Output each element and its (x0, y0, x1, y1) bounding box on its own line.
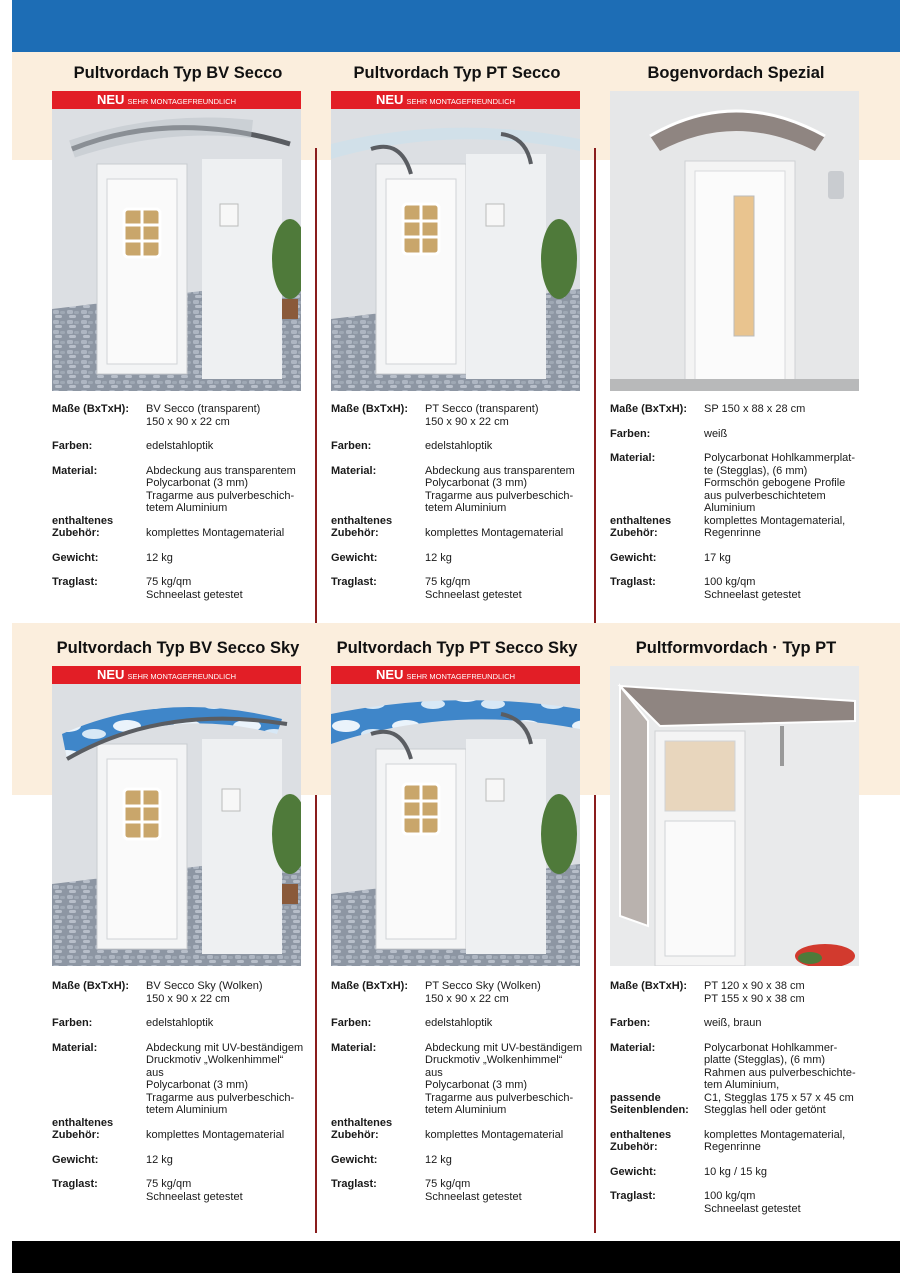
spec-list (52, 403, 304, 613)
new-label: NEU (97, 92, 125, 107)
spec-label: Gewicht: (331, 1153, 378, 1166)
spec-value: Abdeckung aus transparentem Polycarbonat (3 mm) Tragarme aus pulverbeschich- tetem Aluminium (146, 464, 296, 514)
product-title: Pultformvordach · Typ PT (635, 639, 837, 657)
spec-label: Traglast: (610, 576, 656, 588)
spec-label: enthaltenes Zubehör: (610, 1128, 672, 1153)
spec-value: Abdeckung mit UV-beständigem Druckmotiv „Wolkenhimmel“ aus Polycarbonat (3 mm) Tragarme aus pulverbeschich- tetem Aluminium (146, 1041, 304, 1116)
spec-label: Gewicht: (52, 551, 99, 564)
spec-label: Farben: (610, 1017, 651, 1029)
new-label: NEU (376, 92, 404, 107)
spec-label: Maße (BxTxH): (52, 403, 130, 415)
spec-row (610, 1017, 862, 1030)
spec-label: enthaltenes Zubehör: (52, 1116, 114, 1141)
spec-row (52, 1042, 304, 1117)
spec-row (52, 1017, 304, 1030)
spec-value: 75 kg/qm Schneelast getestet (425, 576, 522, 601)
spec-value: komplettes Montagematerial (425, 1129, 564, 1141)
spec-value: PT Secco (transparent) 150 x 90 x 22 cm (425, 403, 539, 428)
spec-label: Traglast: (331, 576, 377, 588)
new-banner (331, 91, 580, 109)
footer-bar (12, 1241, 900, 1273)
spec-list (52, 980, 304, 1215)
product-title: Pultvordach Typ PT Secco (353, 64, 561, 82)
spec-row (610, 452, 862, 515)
spec-value: 75 kg/qm Schneelast getestet (425, 1178, 522, 1203)
spec-value: 75 kg/qm Schneelast getestet (146, 576, 243, 601)
spec-value: komplettes Montagematerial, Regenrinne (704, 514, 846, 539)
spec-label: Farben: (52, 440, 93, 452)
spec-value: Abdeckung mit UV-beständigem Druckmotiv „Wolkenhimmel“ aus Polycarbonat (3 mm) Tragarme aus pulverbeschich- tetem Aluminium (425, 1041, 583, 1116)
spec-label: passende Seitenblenden: (610, 1091, 689, 1116)
new-banner (52, 666, 301, 684)
spec-row (52, 1178, 304, 1203)
spec-value: Polycarbonat Hohlkammer- platte (Stegglas), (6 mm) Rahmen aus pulverbeschichte- tem Aluminium, (704, 1041, 856, 1091)
spec-row (610, 1092, 862, 1117)
spec-value: Abdeckung aus transparentem Polycarbonat (3 mm) Tragarme aus pulverbeschich- tetem Aluminium (425, 464, 575, 514)
spec-label: Gewicht: (331, 551, 378, 564)
spec-value: komplettes Montagematerial, Regenrinne (704, 1128, 846, 1153)
spec-label: Gewicht: (610, 1165, 657, 1178)
spec-row (610, 1190, 862, 1215)
spec-label: Material: (52, 464, 98, 477)
spec-value: 17 kg (704, 551, 731, 564)
banner-text: SEHR MONTAGEFREUNDLICH (127, 97, 237, 106)
spec-row (331, 440, 583, 453)
spec-label: Material: (610, 1041, 656, 1054)
spec-value: edelstahloptik (425, 1017, 493, 1029)
spec-label: Material: (331, 1041, 377, 1054)
spec-value: 75 kg/qm Schneelast getestet (146, 1178, 243, 1203)
spec-value: weiß (704, 427, 728, 440)
product-photo (331, 684, 580, 966)
spec-row (331, 980, 583, 1005)
new-label: NEU (376, 667, 404, 682)
spec-label: Material: (52, 1041, 98, 1054)
spec-list (331, 403, 583, 613)
spec-row (331, 1178, 583, 1203)
new-label: NEU (97, 667, 125, 682)
new-banner (331, 666, 580, 684)
spec-row (610, 980, 862, 1005)
spec-row (331, 1042, 583, 1117)
spec-label: Farben: (52, 1017, 93, 1029)
spec-value: komplettes Montagematerial (146, 1129, 285, 1141)
spec-value: 100 kg/qm Schneelast getestet (704, 1190, 801, 1215)
spec-value: edelstahloptik (146, 1017, 214, 1029)
spec-label: Gewicht: (610, 551, 657, 564)
spec-label: Maße (BxTxH): (610, 980, 688, 992)
spec-row (610, 576, 862, 601)
spec-row (610, 515, 862, 540)
banner-text: SEHR MONTAGEFREUNDLICH (406, 97, 516, 106)
spec-label: Maße (BxTxH): (331, 403, 409, 415)
spec-row (52, 552, 304, 565)
spec-value: BV Secco (transparent) 150 x 90 x 22 cm (146, 403, 261, 428)
spec-row (52, 440, 304, 453)
spec-list (610, 403, 862, 613)
spec-row (52, 515, 304, 540)
spec-row (610, 403, 862, 416)
product-photo (52, 684, 301, 966)
spec-row (331, 1117, 583, 1142)
column-divider (315, 795, 317, 1233)
spec-label: Traglast: (52, 1178, 98, 1190)
banner-text: SEHR MONTAGEFREUNDLICH (406, 672, 516, 681)
product-title: Pultvordach Typ BV Secco (73, 64, 283, 82)
spec-value: 12 kg (146, 1153, 173, 1166)
spec-row (52, 465, 304, 515)
spec-label: Maße (BxTxH): (331, 980, 409, 992)
spec-label: enthaltenes Zubehör: (52, 514, 114, 539)
spec-list (610, 980, 862, 1227)
spec-label: enthaltenes Zubehör: (610, 514, 672, 539)
spec-row (331, 515, 583, 540)
spec-row (52, 1117, 304, 1142)
spec-label: Maße (BxTxH): (52, 980, 130, 992)
spec-value: edelstahloptik (146, 440, 214, 452)
spec-label: Material: (331, 464, 377, 477)
spec-label: Farben: (331, 440, 372, 452)
column-divider (594, 795, 596, 1233)
spec-row (610, 428, 862, 441)
header-bar (12, 0, 900, 52)
spec-value: komplettes Montagematerial (425, 527, 564, 539)
spec-value: PT 120 x 90 x 38 cm PT 155 x 90 x 38 cm (704, 980, 805, 1005)
product-title: Bogenvordach Spezial (647, 64, 825, 82)
spec-row (331, 1154, 583, 1167)
spec-list (331, 980, 583, 1215)
spec-value: BV Secco Sky (Wolken) 150 x 90 x 22 cm (146, 980, 263, 1005)
spec-value: komplettes Montagematerial (146, 527, 285, 539)
spec-label: Traglast: (52, 576, 98, 588)
product-photo (610, 666, 859, 966)
spec-value: 12 kg (146, 551, 173, 564)
spec-row (610, 1129, 862, 1154)
spec-row (610, 1042, 862, 1092)
spec-value: PT Secco Sky (Wolken) 150 x 90 x 22 cm (425, 980, 541, 1005)
product-title: Pultvordach Typ PT Secco Sky (336, 639, 578, 657)
spec-value: C1, Stegglas 175 x 57 x 45 cm Stegglas hell oder getönt (704, 1091, 854, 1116)
spec-value: 12 kg (425, 1153, 452, 1166)
spec-value: 100 kg/qm Schneelast getestet (704, 576, 801, 601)
spec-row (331, 576, 583, 601)
new-banner (52, 91, 301, 109)
spec-row (331, 403, 583, 428)
spec-row (52, 1154, 304, 1167)
spec-label: Farben: (610, 427, 651, 440)
spec-row (610, 552, 862, 565)
spec-label: Material: (610, 452, 656, 464)
product-photo (52, 109, 301, 391)
product-title: Pultvordach Typ BV Secco Sky (56, 639, 300, 657)
spec-value: Polycarbonat Hohlkammerplat- te (Stegglas), (6 mm) Formschön gebogene Profile aus pulverbeschichtetem Aluminium (704, 452, 856, 514)
product-photo (610, 91, 859, 391)
spec-label: Farben: (331, 1017, 372, 1029)
spec-value: weiß, braun (704, 1017, 762, 1029)
spec-row (331, 552, 583, 565)
spec-value: 12 kg (425, 551, 452, 564)
spec-row (331, 465, 583, 515)
spec-row (331, 1017, 583, 1030)
column-divider (594, 148, 596, 623)
spec-label: Gewicht: (52, 1153, 99, 1166)
spec-row (52, 980, 304, 1005)
spec-row (52, 576, 304, 601)
product-photo (331, 109, 580, 391)
spec-row (610, 1166, 862, 1179)
banner-text: SEHR MONTAGEFREUNDLICH (127, 672, 237, 681)
spec-label: Maße (BxTxH): (610, 403, 688, 415)
column-divider (315, 148, 317, 623)
spec-label: enthaltenes Zubehör: (331, 1116, 393, 1141)
spec-value: 10 kg / 15 kg (704, 1165, 767, 1178)
spec-row (52, 403, 304, 428)
spec-value: edelstahloptik (425, 440, 493, 452)
spec-label: Traglast: (610, 1190, 656, 1202)
spec-label: Traglast: (331, 1178, 377, 1190)
spec-label: enthaltenes Zubehör: (331, 514, 393, 539)
spec-value: SP 150 x 88 x 28 cm (704, 403, 806, 415)
